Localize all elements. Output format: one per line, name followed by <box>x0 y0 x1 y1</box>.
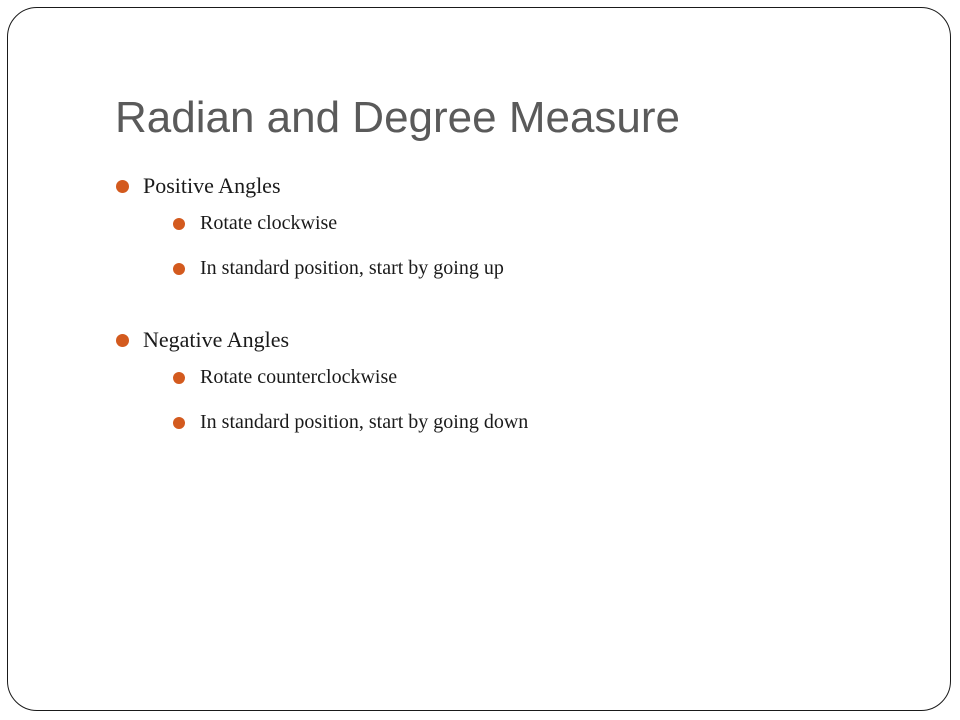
bullet-list <box>115 168 895 438</box>
sub-bullet-text: In standard position, start by going up <box>200 257 504 279</box>
slide-title: Radian and Degree Measure <box>115 93 681 142</box>
bullet-dot-icon <box>173 417 185 429</box>
sub-bullet-text: In standard position, start by going down <box>200 411 529 433</box>
bullet-text: Negative Angles <box>143 327 290 352</box>
slide-frame <box>7 7 951 711</box>
sub-bullet-rotate-counterclockwise <box>172 361 895 393</box>
bullet-dot-icon <box>173 218 185 230</box>
bullet-text: Positive Angles <box>143 173 281 198</box>
bullet-dot-icon <box>116 334 129 347</box>
bullet-dot-icon <box>173 372 185 384</box>
sub-bullet-rotate-clockwise <box>172 207 895 239</box>
sub-bullet-list <box>143 207 895 284</box>
sub-bullet-start-down <box>172 406 895 438</box>
bullet-negative-angles <box>115 322 895 438</box>
sub-bullet-list <box>143 361 895 438</box>
bullet-dot-icon <box>173 263 185 275</box>
bullet-positive-angles <box>115 168 895 284</box>
bullet-dot-icon <box>116 180 129 193</box>
sub-bullet-text: Rotate clockwise <box>200 212 338 234</box>
sub-bullet-start-up <box>172 252 895 284</box>
sub-bullet-text: Rotate counterclockwise <box>200 366 398 388</box>
